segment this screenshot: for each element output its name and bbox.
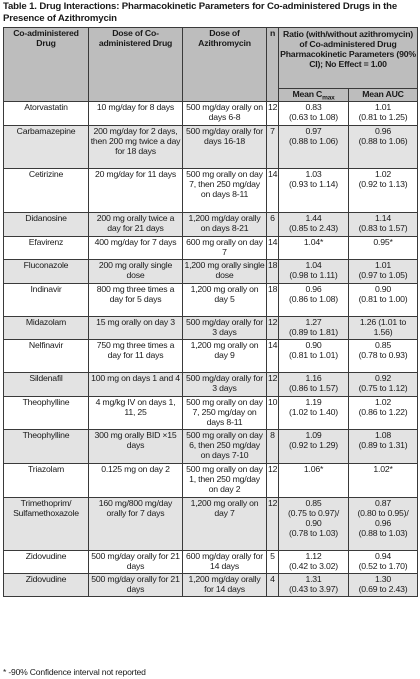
dose-drug-cell: 100 mg on days 1 and 4	[89, 373, 183, 397]
mean-auc-cell: 1.02 (0.92 to 1.13)	[349, 169, 418, 213]
mean-cmax-cell: 1.44 (0.85 to 2.43)	[279, 213, 349, 237]
mean-cmax-cell: 0.97 (0.88 to 1.06)	[279, 126, 349, 169]
col-header-ratio: Ratio (with/without azithromycin) of Co-administered Drug Pharmacokinetic Parameters (90% CI); No Effect = 1.00	[279, 28, 418, 89]
mean-auc-cell: 0.94 (0.52 to 1.70)	[349, 551, 418, 574]
drug-cell: Zidovudine	[4, 574, 89, 597]
n-cell: 12	[267, 102, 279, 126]
dose-azithromycin-cell: 1,200 mg/day orally on days 8-21	[183, 213, 267, 237]
dose-drug-cell: 200 mg orally single dose	[89, 260, 183, 284]
n-cell: 6	[267, 213, 279, 237]
mean-auc-cell: 1.30 (0.69 to 2.43)	[349, 574, 418, 597]
mean-cmax-label: Mean C	[292, 89, 323, 99]
mean-cmax-cell: 0.83 (0.63 to 1.08)	[279, 102, 349, 126]
col-header-mean-auc: Mean AUC	[349, 89, 418, 102]
drug-cell: Carbamazepine	[4, 126, 89, 169]
n-cell: 10	[267, 397, 279, 430]
n-cell: 18	[267, 260, 279, 284]
dose-azithromycin-cell: 600 mg orally on day 7	[183, 237, 267, 260]
n-cell: 14	[267, 237, 279, 260]
drug-cell: Nelfinavir	[4, 340, 89, 373]
mean-cmax-cell: 0.96 (0.86 to 1.08)	[279, 284, 349, 317]
drug-cell: Efavirenz	[4, 237, 89, 260]
dose-azithromycin-cell: 500 mg orally on day 7, 250 mg/day on days 8-11	[183, 397, 267, 430]
drug-cell: Theophylline	[4, 430, 89, 464]
col-header-dose-azithromycin: Dose of Azithromycin	[183, 28, 267, 102]
dose-azithromycin-cell: 600 mg/day orally for 14 days	[183, 551, 267, 574]
mean-cmax-cell: 1.04*	[279, 237, 349, 260]
dose-azithromycin-cell: 500 mg/day orally for 3 days	[183, 373, 267, 397]
col-header-n: n	[267, 28, 279, 102]
table-row	[4, 498, 418, 551]
mean-auc-cell: 0.90 (0.81 to 1.00)	[349, 284, 418, 317]
dose-azithromycin-cell: 500 mg/day orally for days 16-18	[183, 126, 267, 169]
mean-auc-cell: 1.14 (0.83 to 1.57)	[349, 213, 418, 237]
n-cell: 5	[267, 551, 279, 574]
dose-drug-cell: 500 mg/day orally for 21 days	[89, 551, 183, 574]
drug-cell: Midazolam	[4, 317, 89, 340]
mean-auc-cell: 1.01 (0.81 to 1.25)	[349, 102, 418, 126]
n-cell: 7	[267, 126, 279, 169]
dose-azithromycin-cell: 1,200 mg orally single dose	[183, 260, 267, 284]
mean-auc-cell: 1.02 (0.86 to 1.22)	[349, 397, 418, 430]
mean-auc-cell: 1.26 (1.01 to 1.56)	[349, 317, 418, 340]
dose-azithromycin-cell: 1,200 mg orally on day 5	[183, 284, 267, 317]
col-header-mean-cmax	[279, 89, 349, 102]
table-row	[4, 126, 418, 169]
dose-drug-cell: 15 mg orally on day 3	[89, 317, 183, 340]
dose-drug-cell: 200 mg orally twice a day for 21 days	[89, 213, 183, 237]
dose-drug-cell: 800 mg three times a day for 5 days	[89, 284, 183, 317]
dose-drug-cell: 0.125 mg on day 2	[89, 464, 183, 498]
dose-drug-cell: 4 mg/kg IV on days 1, 11, 25	[89, 397, 183, 430]
mean-auc-cell: 1.02*	[349, 464, 418, 498]
table-row	[4, 317, 418, 340]
mean-cmax-cell: 1.04 (0.98 to 1.11)	[279, 260, 349, 284]
mean-cmax-cell: 1.12 (0.42 to 3.02)	[279, 551, 349, 574]
table-body	[4, 102, 418, 597]
table-row	[4, 373, 418, 397]
drug-cell: Cetirizine	[4, 169, 89, 213]
drug-cell: Fluconazole	[4, 260, 89, 284]
mean-auc-cell: 1.01 (0.97 to 1.05)	[349, 260, 418, 284]
mean-auc-cell: 0.96 (0.88 to 1.06)	[349, 126, 418, 169]
table-row	[4, 169, 418, 213]
table-row	[4, 237, 418, 260]
mean-auc-cell: 0.87 (0.80 to 0.95)/ 0.96 (0.88 to 1.03)	[349, 498, 418, 551]
col-header-dose-drug: Dose of Co-administered Drug	[89, 28, 183, 102]
mean-cmax-cell: 1.09 (0.92 to 1.29)	[279, 430, 349, 464]
table-row	[4, 430, 418, 464]
drug-cell: Zidovudine	[4, 551, 89, 574]
dose-drug-cell: 750 mg three times a day for 11 days	[89, 340, 183, 373]
mean-cmax-cell: 0.85 (0.75 to 0.97)/ 0.90 (0.78 to 1.03)	[279, 498, 349, 551]
dose-azithromycin-cell: 500 mg orally on day 1, then 250 mg/day on day 2	[183, 464, 267, 498]
mean-cmax-cell: 1.03 (0.93 to 1.14)	[279, 169, 349, 213]
mean-cmax-cell: 1.27 (0.89 to 1.81)	[279, 317, 349, 340]
n-cell: 12	[267, 498, 279, 551]
table-row	[4, 213, 418, 237]
drug-cell: Trimethoprim/ Sulfamethoxazole	[4, 498, 89, 551]
drug-cell: Atorvastatin	[4, 102, 89, 126]
mean-cmax-cell: 1.19 (1.02 to 1.40)	[279, 397, 349, 430]
table-row	[4, 464, 418, 498]
n-cell: 12	[267, 464, 279, 498]
table-row	[4, 551, 418, 574]
dose-azithromycin-cell: 1,200 mg/day orally for 14 days	[183, 574, 267, 597]
drug-cell: Theophylline	[4, 397, 89, 430]
table-row	[4, 102, 418, 126]
n-cell: 8	[267, 430, 279, 464]
drug-interaction-table	[3, 27, 418, 597]
mean-cmax-cell: 1.06*	[279, 464, 349, 498]
dose-azithromycin-cell: 500 mg/day orally on days 6-8	[183, 102, 267, 126]
dose-azithromycin-cell: 500 mg/day orally for 3 days	[183, 317, 267, 340]
mean-cmax-cell: 0.90 (0.81 to 1.01)	[279, 340, 349, 373]
mean-cmax-cell: 1.31 (0.43 to 3.97)	[279, 574, 349, 597]
n-cell: 18	[267, 284, 279, 317]
dose-drug-cell: 10 mg/day for 8 days	[89, 102, 183, 126]
n-cell: 12	[267, 373, 279, 397]
col-header-drug: Co-administered Drug	[4, 28, 89, 102]
table-title: Table 1. Drug Interactions: Pharmacokinetic Parameters for Co-administered Drugs in the Presence of Azithromycin	[3, 1, 398, 24]
mean-cmax-cell: 1.16 (0.86 to 1.57)	[279, 373, 349, 397]
footnote: * -90% Confidence interval not reported	[3, 667, 146, 677]
dose-azithromycin-cell: 500 mg orally on day 6, then 250 mg/day on days 7-10	[183, 430, 267, 464]
drug-cell: Sildenafil	[4, 373, 89, 397]
dose-azithromycin-cell: 1,200 mg orally on day 9	[183, 340, 267, 373]
table-row	[4, 260, 418, 284]
mean-auc-cell: 0.95*	[349, 237, 418, 260]
drug-cell: Triazolam	[4, 464, 89, 498]
table-row	[4, 574, 418, 597]
dose-drug-cell: 300 mg orally BID ×15 days	[89, 430, 183, 464]
drug-cell: Indinavir	[4, 284, 89, 317]
table-row	[4, 340, 418, 373]
table-row	[4, 284, 418, 317]
mean-auc-cell: 0.92 (0.75 to 1.12)	[349, 373, 418, 397]
mean-cmax-subscript: max	[322, 94, 335, 102]
drug-cell: Didanosine	[4, 213, 89, 237]
dose-drug-cell: 20 mg/day for 11 days	[89, 169, 183, 213]
dose-drug-cell: 500 mg/day orally for 21 days	[89, 574, 183, 597]
mean-auc-cell: 0.85 (0.78 to 0.93)	[349, 340, 418, 373]
table-row	[4, 397, 418, 430]
n-cell: 14	[267, 340, 279, 373]
dose-drug-cell: 160 mg/800 mg/day orally for 7 days	[89, 498, 183, 551]
dose-azithromycin-cell: 500 mg orally on day 7, then 250 mg/day on days 8-11	[183, 169, 267, 213]
n-cell: 12	[267, 317, 279, 340]
dose-azithromycin-cell: 1,200 mg orally on day 7	[183, 498, 267, 551]
mean-auc-cell: 1.08 (0.89 to 1.31)	[349, 430, 418, 464]
dose-drug-cell: 200 mg/day for 2 days, then 200 mg twice a day for 18 days	[89, 126, 183, 169]
n-cell: 4	[267, 574, 279, 597]
n-cell: 14	[267, 169, 279, 213]
dose-drug-cell: 400 mg/day for 7 days	[89, 237, 183, 260]
